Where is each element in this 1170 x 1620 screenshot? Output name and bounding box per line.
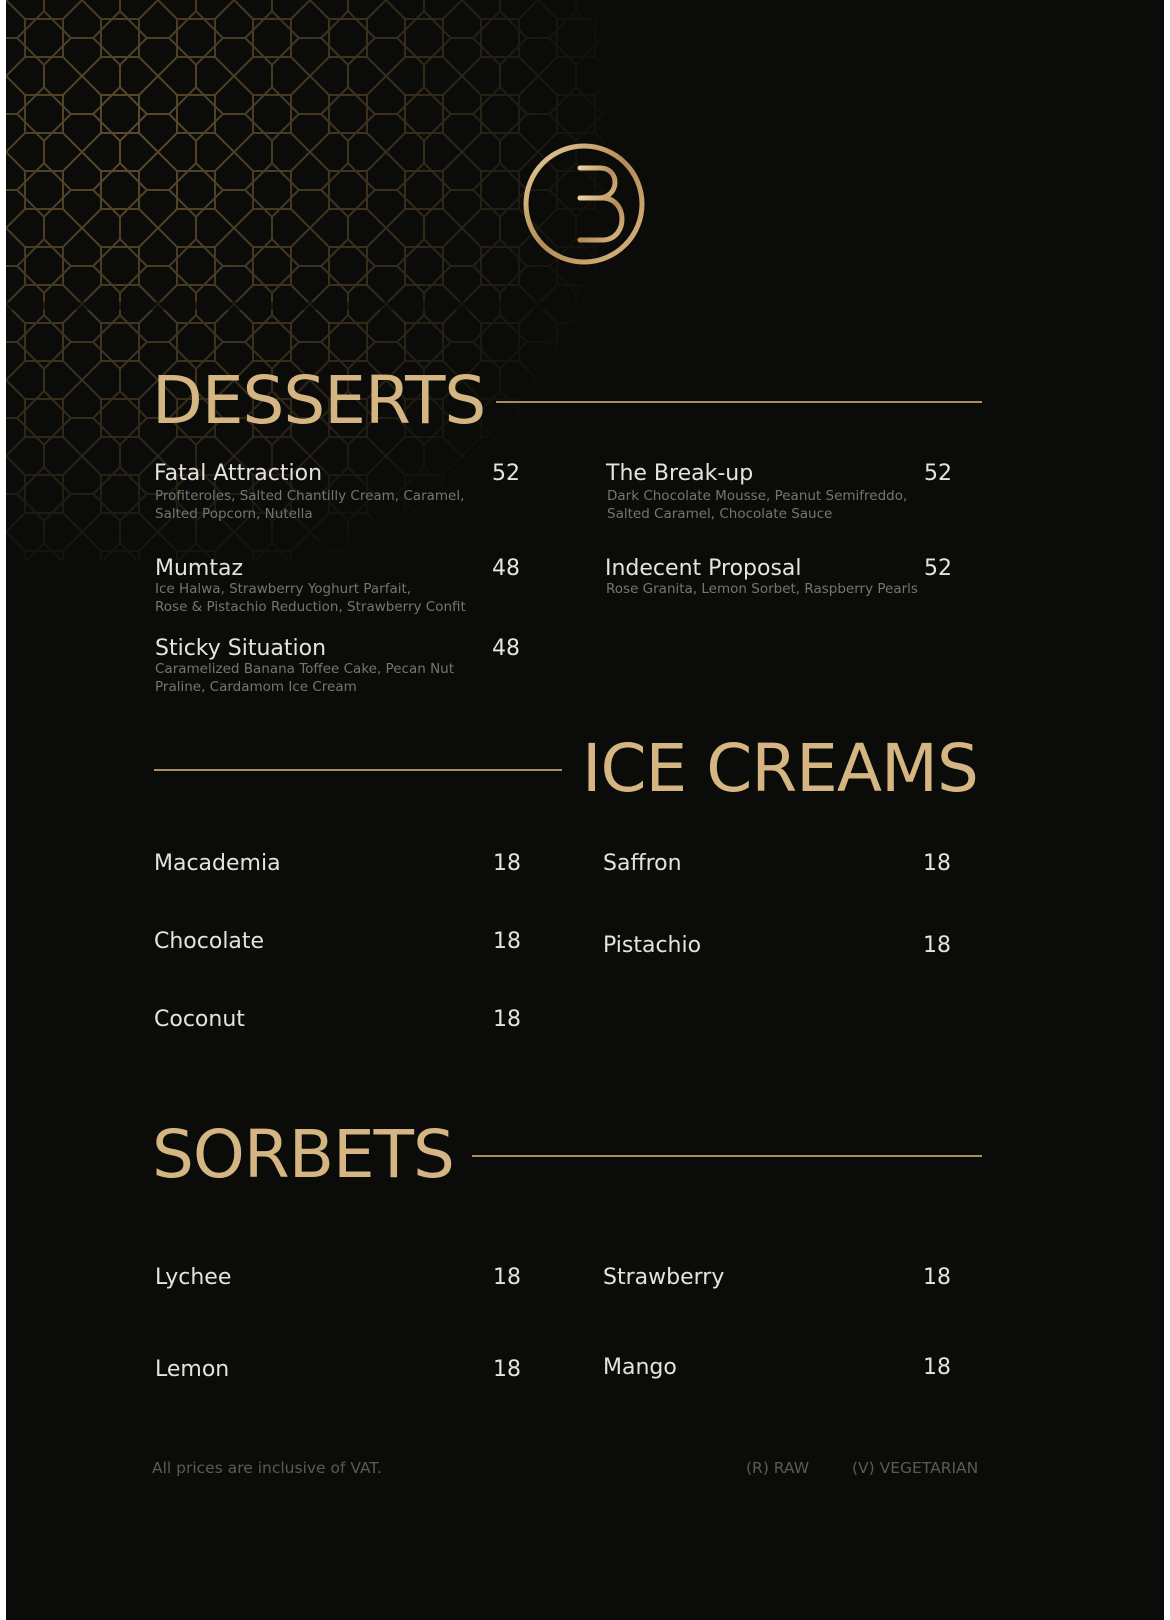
item-price: 18 xyxy=(493,1357,521,1382)
item-price: 18 xyxy=(493,929,521,954)
item-price: 18 xyxy=(923,851,951,876)
item-name: Fatal Attraction xyxy=(154,461,323,486)
item-name: Lemon xyxy=(155,1357,230,1382)
item-price: 18 xyxy=(493,851,521,876)
item-description: Salted Caramel, Chocolate Sauce xyxy=(607,506,833,522)
legend-vegetarian: (V) VEGETARIAN xyxy=(852,1459,979,1477)
item-name: Macademia xyxy=(154,851,281,876)
section-title-sorbets: SORBETS xyxy=(152,1116,454,1193)
section-divider xyxy=(154,769,562,771)
legend-raw: (R) RAW xyxy=(746,1459,810,1477)
item-description: Profiteroles, Salted Chantilly Cream, Caramel, xyxy=(155,488,465,504)
item-price: 18 xyxy=(493,1007,521,1032)
rb-monogram-logo xyxy=(520,142,648,270)
item-name: Sticky Situation xyxy=(155,636,327,661)
item-price: 52 xyxy=(924,556,952,581)
item-description: Rose Granita, Lemon Sorbet, Raspberry Pearls xyxy=(606,581,918,597)
item-name: Mumtaz xyxy=(155,556,244,581)
item-name: Mango xyxy=(603,1355,677,1380)
item-name: Strawberry xyxy=(603,1265,725,1290)
item-description: Dark Chocolate Mousse, Peanut Semifreddo, xyxy=(607,488,908,504)
section-title-desserts: DESSERTS xyxy=(152,362,486,439)
item-price: 18 xyxy=(923,1355,951,1380)
item-name: Chocolate xyxy=(154,929,265,954)
item-name: Lychee xyxy=(155,1265,232,1290)
item-price: 48 xyxy=(492,636,520,661)
item-name: The Break-up xyxy=(606,461,754,486)
item-description: Rose & Pistachio Reduction, Strawberry Confit xyxy=(155,599,466,615)
section-divider xyxy=(496,401,982,403)
section-divider xyxy=(472,1155,982,1157)
section-title-ice-creams: ICE CREAMS xyxy=(582,730,978,807)
menu-page xyxy=(6,0,1164,1620)
item-name: Saffron xyxy=(603,851,682,876)
item-price: 18 xyxy=(493,1265,521,1290)
item-price: 48 xyxy=(492,556,520,581)
item-description: Praline, Cardamom Ice Cream xyxy=(155,679,357,695)
item-description: Salted Popcorn, Nutella xyxy=(155,506,313,522)
item-name: Coconut xyxy=(154,1007,245,1032)
item-price: 52 xyxy=(924,461,952,486)
vat-note: All prices are inclusive of VAT. xyxy=(152,1459,382,1477)
item-price: 18 xyxy=(923,1265,951,1290)
item-name: Indecent Proposal xyxy=(605,556,802,581)
item-name: Pistachio xyxy=(603,933,702,958)
item-price: 18 xyxy=(923,933,951,958)
item-price: 52 xyxy=(492,461,520,486)
item-description: Ice Halwa, Strawberry Yoghurt Parfait, xyxy=(155,581,412,597)
item-description: Caramelized Banana Toffee Cake, Pecan Nut xyxy=(155,661,455,677)
